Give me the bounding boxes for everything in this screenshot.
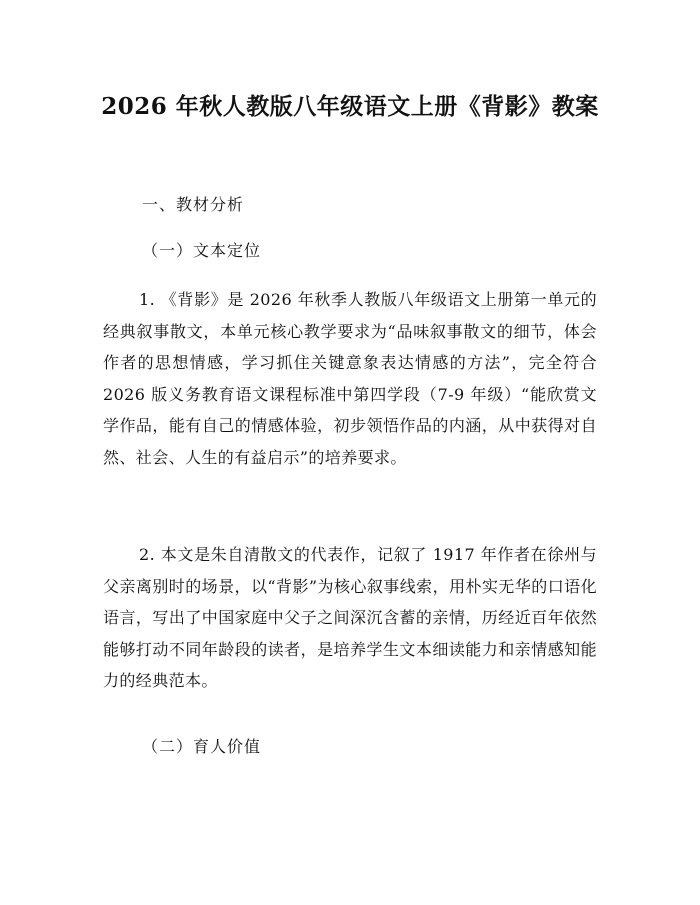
document-title: 2026 年秋人教版八年级语文上册《背影》教案 [101, 93, 599, 120]
subsection-heading-text-positioning: （一）文本定位 [142, 241, 262, 260]
paragraph-2: 2. 本文是朱自清散文的代表作，记叙了 1917 年作者在徐州与父亲离别时的场景，以“背影”为核心叙事线索，用朴实无华的口语化语言，写出了中国家庭中父子之间深沉含蓄的亲情，历经近百年依然能够打动不同年龄段的读者，是培养学生文本细读能力和亲情感知能力的经典范本。 [103, 545, 597, 690]
section-heading-textbook-analysis: 一、教材分析 [142, 195, 245, 214]
subsection-heading-educational-value: （二）育人价值 [142, 737, 262, 756]
paragraph-1: 1. 《背影》是 2026 年秋季人教版八年级语文上册第一单元的经典叙事散文，本单元核心教学要求为“品味叙事散文的细节，体会作者的思想情感，学习抓住关键意象表达情感的方法”，完全符合 2026 版义务教育语文课程标准中第四学段（7-9 年级）“能欣赏文学作品，能有自己的情感体验，初步领悟作品的内涵，从中获得对自然、社会、人生的有益启示”的培养要求。 [103, 290, 597, 467]
